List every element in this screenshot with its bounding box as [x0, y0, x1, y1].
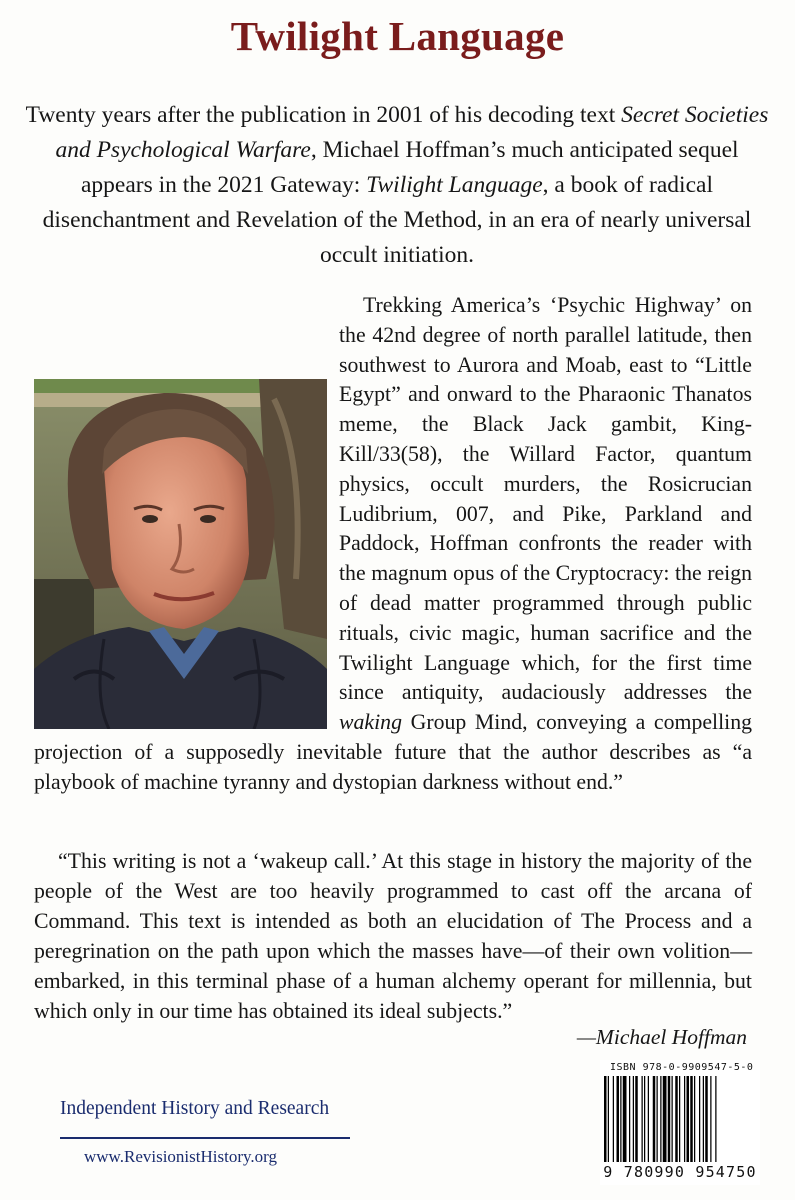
book-title: Twilight Language — [230, 13, 565, 59]
barcode — [600, 1060, 760, 1185]
publisher-website[interactable]: www.RevisionistHistory.org — [84, 1147, 277, 1166]
publisher-divider — [60, 1137, 350, 1139]
ean-number: 9 780990 954750 — [603, 1163, 757, 1181]
author-quote — [34, 846, 752, 1026]
description-text-1: Trekking America’s ‘Psychic Highway’ on the 42nd degree of north parallel latitude, then southwest to Aurora and Moab, east to “Little Egypt” and onward to the Pharaonic Thanatos meme, the Black Jack gambit, King-Kill/33(58), the Willard Factor, quantum physics, occult murders, the Rosicrucian Ludibrium, 007, and Pike, Parkland and Paddock, Hoffman confronts the reader with the magnum opus of the Cryptocracy: the reign of dead matter programmed through public rituals, civic magic, human sacrifice and the Twilight Language which, for the first time since antiquity, audaciously addresses the — [339, 293, 752, 705]
intro-paragraph — [22, 98, 772, 273]
intro-text-1: Twenty years after the publication in 2001 of his decoding text — [25, 102, 622, 128]
description-paragraph — [34, 291, 752, 798]
description-emphasis: waking — [339, 710, 402, 735]
publisher-name: Independent History and Research — [60, 1098, 330, 1119]
quote-text: “This writing is not a ‘wakeup call.’ At this stage in history the majority of the people of the West are too heavily programmed to cast off the arcana of Command. This text is intended as both an elucidation of The Process and a peregrination on the path upon which the masses have—of their own volition—embarked, in this terminal phase of a human alchemy operant for millennia, but which only in our time has obtained its ideal subjects.” — [34, 849, 752, 1023]
author-photo — [34, 379, 327, 729]
description-text-2: Group Mind, conveying a compelling projection of a supposedly inevitable future that the author describes as “a playbook of machine tyranny and dystopian darkness without end.” — [34, 710, 752, 794]
barcode-bars — [602, 1076, 758, 1166]
intro-book-title-2: Twilight Language — [366, 172, 543, 198]
intro-book-title-1: Secret Societies and Psychological Warfare — [55, 102, 769, 163]
intro-text-2: , Michael Hoffman’s much anticipated sequel appears in the 2021 Gateway: — [81, 137, 739, 198]
quote-signature: —Michael Hoffman — [576, 1025, 747, 1049]
intro-text-3: , a book of radical disenchantment and Revelation of the Method, in an era of nearly universal occult initiation. — [42, 172, 752, 268]
isbn-label: ISBN 978-0-9909547-5-0 — [610, 1062, 754, 1073]
